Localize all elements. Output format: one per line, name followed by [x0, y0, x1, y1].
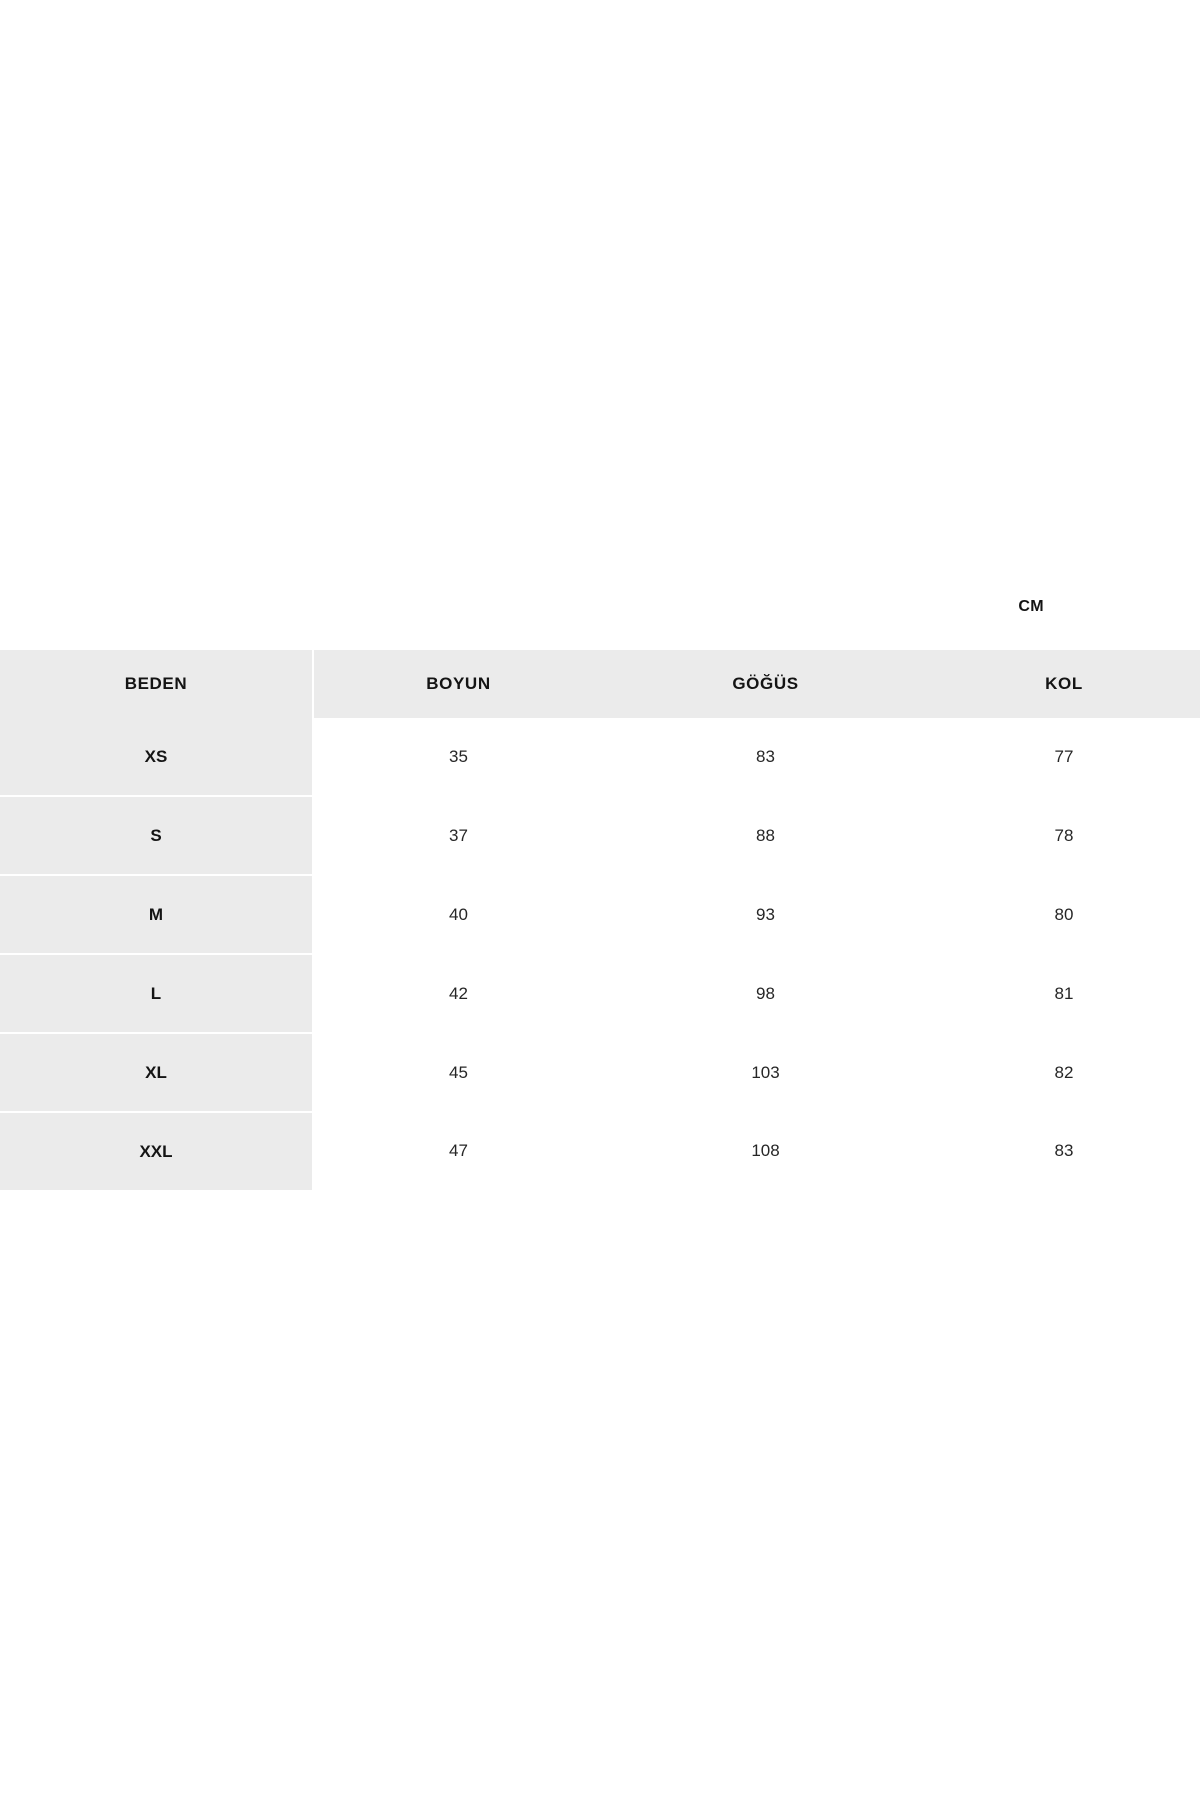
cell-beden: S [0, 796, 313, 875]
cell-boyun: 47 [313, 1112, 603, 1190]
size-table-container [0, 650, 1200, 1190]
cell-gogus: 83 [603, 718, 928, 796]
unit-label: CM [1018, 598, 1044, 615]
cell-boyun: 40 [313, 875, 603, 954]
column-header-beden: BEDEN [0, 650, 313, 718]
column-header-gogus: GÖĞÜS [603, 650, 928, 718]
unit-row [0, 598, 1200, 616]
cell-gogus: 108 [603, 1112, 928, 1190]
cell-gogus: 88 [603, 796, 928, 875]
column-header-kol: KOL [928, 650, 1200, 718]
cell-beden: M [0, 875, 313, 954]
cell-boyun: 42 [313, 954, 603, 1033]
table-row [0, 718, 1200, 796]
cell-kol: 77 [928, 718, 1200, 796]
table-row [0, 875, 1200, 954]
table-row [0, 1033, 1200, 1112]
cell-boyun: 37 [313, 796, 603, 875]
cell-beden: XXL [0, 1112, 313, 1190]
cell-kol: 83 [928, 1112, 1200, 1190]
table-row [0, 796, 1200, 875]
cell-kol: 82 [928, 1033, 1200, 1112]
cell-beden: XL [0, 1033, 313, 1112]
table-header-row [0, 650, 1200, 718]
table-body [0, 718, 1200, 1190]
cell-kol: 80 [928, 875, 1200, 954]
table-row [0, 1112, 1200, 1190]
table-header [0, 650, 1200, 718]
cell-beden: L [0, 954, 313, 1033]
cell-gogus: 103 [603, 1033, 928, 1112]
cell-gogus: 93 [603, 875, 928, 954]
cell-boyun: 45 [313, 1033, 603, 1112]
cell-boyun: 35 [313, 718, 603, 796]
size-table [0, 650, 1200, 1190]
cell-beden: XS [0, 718, 313, 796]
table-row [0, 954, 1200, 1033]
cell-gogus: 98 [603, 954, 928, 1033]
cell-kol: 81 [928, 954, 1200, 1033]
cell-kol: 78 [928, 796, 1200, 875]
column-header-boyun: BOYUN [313, 650, 603, 718]
